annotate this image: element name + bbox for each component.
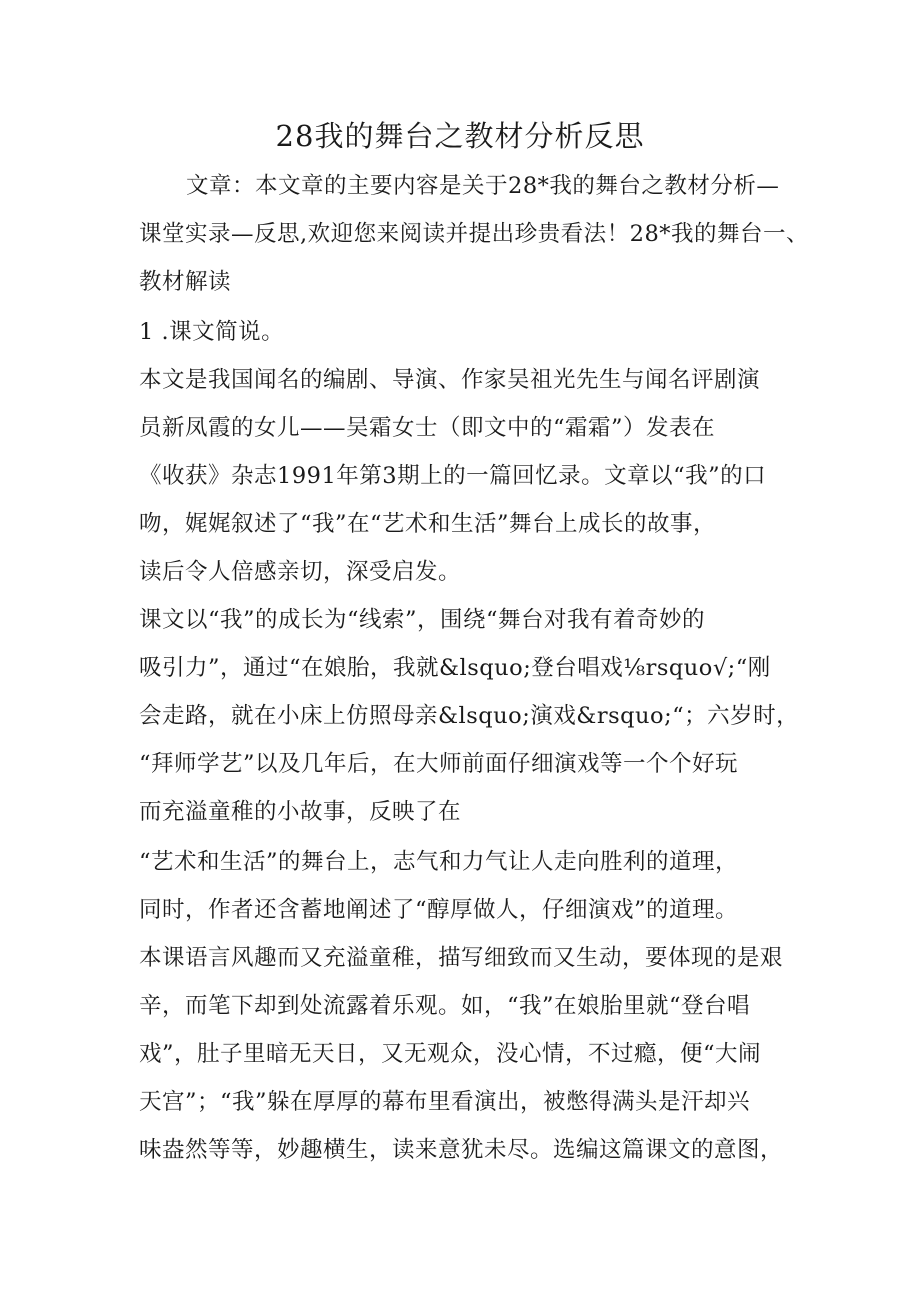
document-title: 28我的舞台之教材分析反思 [275,119,645,153]
intro-line-3: 教材解读 [139,269,232,295]
paragraph-line: 辛，而笔下却到处流露着乐观。如，“我”在娘胎里就“登台唱 [139,993,751,1019]
paragraph-line: 本文是我国闻名的编剧、导演、作家吴祖光先生与闻名评剧演 [139,367,761,393]
paragraph-line: 吸引力”，通过“在娘胎，我就&lsquo;登台唱戏⅛rsquo√;“刚 [139,655,771,681]
paragraph-line: 戏”，肚子里暗无天日，又无观众，没心情，不过瘾，便“大闹 [139,1041,762,1067]
paragraph-line: 味盎然等等，妙趣横生，读来意犹未尽。选编这篇课文的意图， [139,1137,784,1163]
paragraph-line: 同时，作者还含蓄地阐述了“醇厚做人，仔细演戏”的道理。 [139,897,739,923]
intro-line-1: 文章：本文章的主要内容是关于28*我的舞台之教材分析— [186,173,780,199]
paragraph-line: 会走路，就在小床上仿照母亲&lsquo;演戏&rsquo;“；六岁时， [139,703,800,729]
paragraph-line: 吻，娓娓叙述了“我”在“艺术和生活”舞台上成长的故事， [139,511,717,537]
paragraph-line: 《收获》杂志1991年第3期上的一篇回忆录。文章以“我”的口 [139,463,767,489]
paragraph-line: “拜师学艺”以及几年后，在大师前面仔细演戏等一个个好玩 [139,751,739,777]
paragraph-line: “艺术和生活”的舞台上，志气和力气让人走向胜利的道理， [139,849,739,875]
paragraph-line: 读后令人倍感亲切，深受启发。 [139,559,462,585]
intro-line-2: 课堂实录—反思,欢迎您来阅读并提出珍贵看法！28*我的舞台一、 [139,221,810,247]
paragraph-line: 本课语言风趣而又充溢童稚，描写细致而又生动，要体现的是艰 [139,945,784,971]
paragraph-line: 课文以“我”的成长为“线索”，围绕“舞台对我有着奇妙的 [139,607,706,633]
section-heading: 1 .课文简说。 [139,319,285,345]
paragraph-line: 员新凤霞的女儿——吴霜女士（即文中的“霜霜”）发表在 [139,415,716,441]
paragraph-line: 而充溢童稚的小故事，反映了在 [139,799,462,825]
paragraph-line: 天宫”；“我”躲在厚厚的幕布里看演出，被憋得满头是汗却兴 [139,1089,751,1115]
